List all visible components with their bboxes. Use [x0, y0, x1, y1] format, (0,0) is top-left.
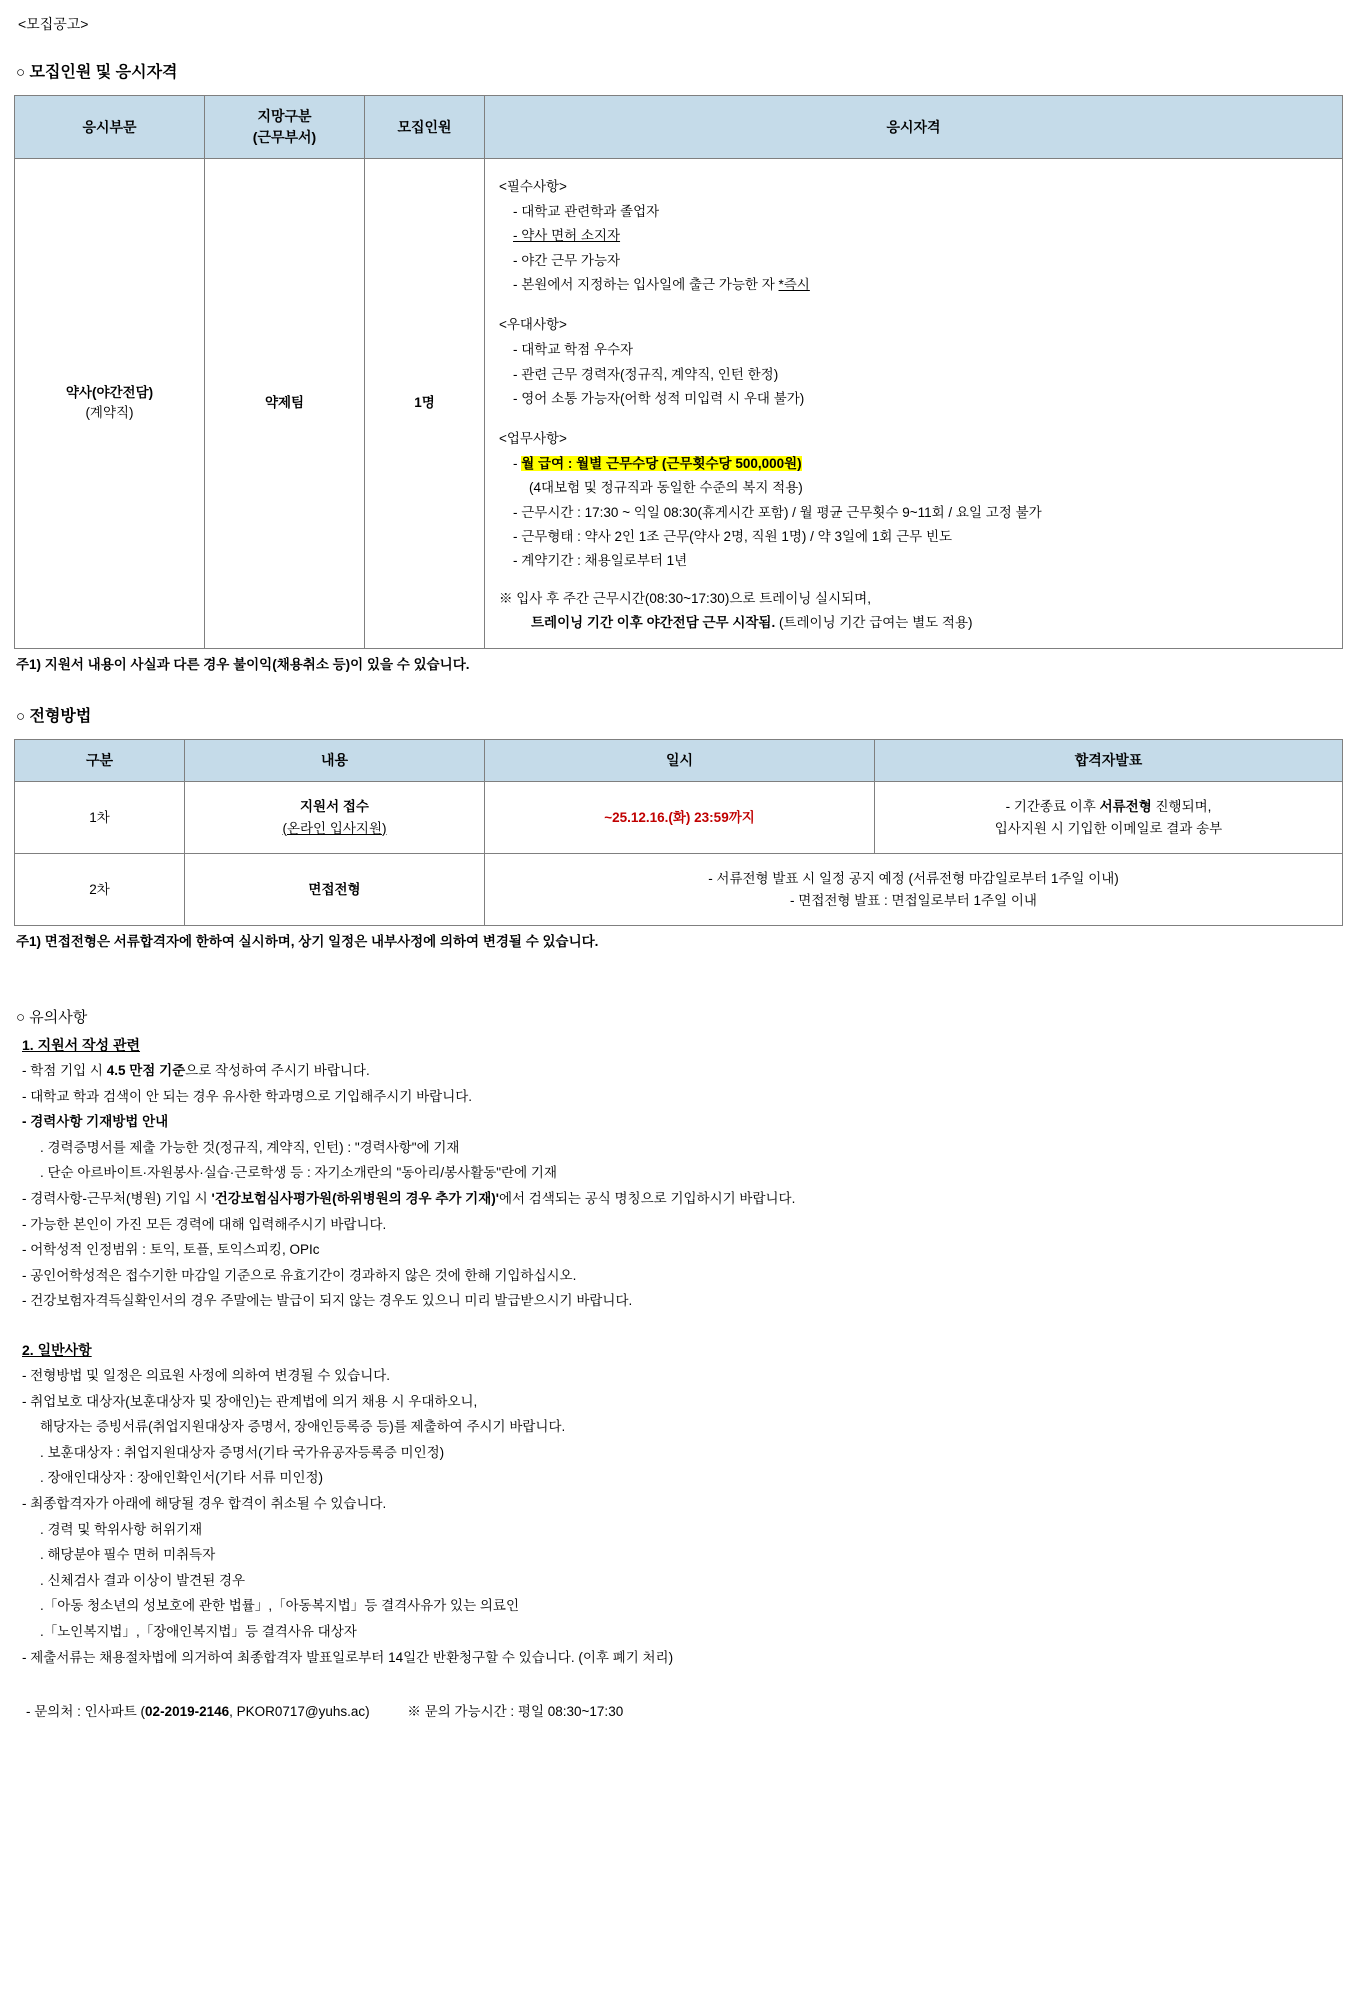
bullet-circle-icon: ○	[16, 707, 26, 725]
section2-title: 전형방법	[29, 707, 92, 725]
list-item: - 영어 소통 가능자(어학 성적 미입력 시 우대 불가)	[513, 390, 805, 406]
cell-department: 약제팀	[205, 159, 365, 649]
item-text-bold: 경력사항 기재방법 안내	[30, 1114, 169, 1130]
section3-title: 유의사항	[29, 1008, 88, 1026]
list-item: - 공인어학성적은 접수기한 마감일 기준으로 유효기간이 경과하지 않은 것에 한해 기입하십시오.	[22, 1267, 577, 1283]
contact-email: , PKOR0717@yuhs.ac)	[229, 1704, 370, 1720]
list-item	[513, 273, 1332, 296]
position-type: (계약직)	[85, 405, 134, 421]
item-text-after: 에서 검색되는 공식 명칭으로 기입하시기 바랍니다.	[498, 1191, 796, 1207]
required-item-license: - 약사 면허 소지자	[513, 228, 621, 244]
training-note-rest: (트레이닝 기간 급여는 별도 적용)	[775, 614, 973, 630]
table-header-row	[15, 96, 1343, 159]
content-1-title: 지원서 접수	[300, 798, 369, 814]
list-item: . 단순 아르바이트·자원봉사·실습·근로학생 등 : 자기소개란의 "동아리/봉사활동"란에 기재	[40, 1165, 558, 1181]
announcement-1-bold: 서류전형	[1099, 798, 1152, 814]
list-item: . 장애인대상자 : 장애인확인서(기타 서류 미인정)	[40, 1470, 324, 1486]
list-item: - 취업보호 대상자(보훈대상자 및 장애인)는 관계법에 의거 채용 시 우대하오니,	[22, 1393, 478, 1409]
section-heading-recruitment	[16, 61, 1343, 85]
bullet-circle-icon: ○	[16, 64, 26, 81]
item-text-bold: '건강보험심사평가원(하위병원의 경우 추가 기재)'	[211, 1191, 499, 1207]
list-item: - 근무시간 : 17:30 ~ 익일 08:30(휴게시간 포함) / 월 평균 근무횟수 9~11회 / 요일 고정 불가	[513, 504, 1042, 520]
contact-phone: 02-2019-2146	[145, 1704, 230, 1720]
th-department	[205, 96, 365, 159]
content-1-sub: (온라인 입사지원)	[282, 820, 387, 836]
contact-prefix: - 문의처 : 인사파트 (	[26, 1704, 146, 1720]
list-item: . 경력증명서를 제출 가능한 것(정규직, 계약직, 인턴) : "경력사항"에 기재	[40, 1139, 460, 1155]
th-count: 모집인원	[365, 96, 485, 159]
recruitment-table	[14, 95, 1343, 649]
list-item: - 대학교 학과 검색이 안 되는 경우 유사한 학과명으로 기입해주시기 바랍니다.	[22, 1088, 473, 1104]
list-item: - 야간 근무 가능자	[513, 252, 621, 268]
announcement-1-line2: 입사지원 시 기입한 이메일로 결과 송부	[994, 820, 1223, 836]
required-item-startdate: - 본원에서 지정하는 입사일에 출근 가능한 자	[513, 276, 775, 292]
th-content: 내용	[185, 739, 485, 781]
list-item: 해당자는 증빙서류(취업지원대상자 증명서, 장애인등록증 등)를 제출하여 주시기 바랍니다.	[40, 1419, 566, 1435]
list-item: - 제출서류는 채용절차법에 의거하여 최종합격자 발표일로부터 14일간 반환청구할 수 있습니다. (이후 폐기 처리)	[22, 1649, 674, 1665]
required-title: <필수사항>	[499, 179, 567, 194]
list-item: . 해당분야 필수 면허 미취득자	[40, 1547, 216, 1563]
list-item	[513, 224, 1332, 247]
cell-content-1	[185, 781, 485, 853]
list-item: .「아동 청소년의 성보호에 관한 법률」,「아동복지법」등 결격사유가 있는 의료인	[40, 1598, 519, 1614]
cell-content-2: 면접전형	[185, 854, 485, 926]
list-item: - 어학성적 인정범위 : 토익, 토플, 토익스피킹, OPIc	[22, 1242, 320, 1258]
list-item: . 보훈대상자 : 취업지원대상자 증명서(기타 국가유공자등록증 미인정)	[40, 1444, 445, 1460]
salary-dash: -	[513, 456, 522, 472]
cell-announcement-1	[875, 781, 1343, 853]
spacer	[499, 297, 1332, 311]
list-item-salary	[513, 452, 1332, 475]
announcement-1-line1	[883, 796, 1334, 818]
list-item	[22, 1188, 1343, 1210]
th-announcement: 합격자발표	[875, 739, 1343, 781]
item-text-before: - 학점 기입 시	[22, 1063, 107, 1079]
notice-group1-list	[22, 1060, 1343, 1312]
th-date: 일시	[485, 739, 875, 781]
table-header-row	[15, 739, 1343, 781]
cell-merged-2	[485, 854, 1343, 926]
spacer	[499, 411, 1332, 425]
th-qualification: 응시자격	[485, 96, 1343, 159]
cell-position	[15, 159, 205, 649]
list-item: - 대학교 학점 우수자	[513, 342, 634, 358]
merged-line1: - 서류전형 발표 시 일정 공지 예정 (서류전형 마감일로부터 1주일 이내)	[708, 871, 1119, 887]
item-text-before: - 경력사항-근무처(병원) 기입 시	[22, 1191, 212, 1207]
training-note-bold: 트레이닝 기간 이후 야간전담 근무 시작됨.	[531, 614, 776, 630]
required-list	[499, 200, 1332, 296]
announcement-1-suffix: 진행되며,	[1151, 798, 1212, 814]
table-row	[15, 854, 1343, 926]
list-item: . 신체검사 결과 이상이 발견된 경우	[40, 1572, 246, 1588]
spacer	[499, 573, 1332, 587]
bullet-circle-icon: ○	[16, 1008, 26, 1026]
item-text-bold: 4.5 만점 기준	[106, 1063, 186, 1079]
list-item: .「노인복지법」,「장애인복지법」등 결격사유 대상자	[40, 1623, 357, 1639]
list-item: - 근무형태 : 약사 2인 1조 근무(약사 2명, 직원 1명) / 약 3일에 1회 근무 빈도	[513, 528, 953, 544]
section2-footnote: 주1) 면접전형은 서류합격자에 한하여 실시하며, 상기 일정은 내부사정에 의하여 변경될 수 있습니다.	[16, 934, 599, 950]
merged-line2: - 면접전형 발표 : 면접일로부터 1주일 이내	[790, 892, 1037, 908]
list-item: - 관련 근무 경력자(정규직, 계약직, 인턴 한정)	[513, 366, 779, 382]
preferred-list	[499, 338, 1332, 410]
cell-qualification	[485, 159, 1343, 649]
section-heading-process	[16, 705, 1343, 729]
notice-group1-title: 1. 지원서 작성 관련	[22, 1037, 141, 1054]
salary-highlight: 월 급여 : 월별 근무수당 (근무횟수당 500,000원)	[521, 456, 802, 472]
cell-count: 1명	[365, 159, 485, 649]
announcement-1-prefix: - 기간종료 이후	[1005, 798, 1100, 814]
th-department-line1: 지망구분	[257, 108, 312, 124]
list-item: - 대학교 관련학과 졸업자	[513, 204, 660, 220]
cell-step-1: 1차	[15, 781, 185, 853]
list-item: . 경력 및 학위사항 허위기재	[40, 1521, 203, 1537]
notice-group2-title: 2. 일반사항	[22, 1342, 92, 1359]
th-position: 응시부문	[15, 96, 205, 159]
process-table	[14, 739, 1343, 926]
list-item: - 계약기간 : 채용일로부터 1년	[513, 553, 688, 569]
work-title: <업무사항>	[499, 430, 567, 446]
section1-title: 모집인원 및 응시자격	[29, 64, 178, 81]
required-item-startdate-note: *즉시	[778, 276, 810, 292]
training-note-line1: ※ 입사 후 주간 근무시간(08:30~17:30)으로 트레이닝 실시되며,	[499, 591, 871, 607]
list-item	[22, 1060, 1343, 1082]
table-row	[15, 159, 1343, 649]
th-step: 구분	[15, 739, 185, 781]
salary-sub-text: (4대보험 및 정규직과 동일한 수준의 복지 적용)	[529, 480, 803, 496]
cell-date-1: ~25.12.16.(화) 23:59까지	[485, 781, 875, 853]
item-text-before: -	[22, 1114, 31, 1130]
section1-footnote: 주1) 지원서 내용이 사실과 다른 경우 불이익(채용취소 등)이 있을 수 있습니다.	[16, 656, 470, 672]
spacer	[14, 1316, 1343, 1336]
list-item: - 가능한 본인이 가진 모든 경력에 대해 입력해주시기 바랍니다.	[22, 1216, 387, 1232]
contact-hours: ※ 문의 가능시간 : 평일 08:30~17:30	[407, 1704, 624, 1720]
training-note-line2	[499, 611, 1332, 634]
table-row	[15, 781, 1343, 853]
list-item: - 건강보험자격득실확인서의 경우 주말에는 발급이 되지 않는 경우도 있으니 미리 발급받으시기 바랍니다.	[22, 1293, 633, 1309]
position-name: 약사(야간전담)	[65, 385, 154, 401]
list-item: - 최종합격자가 아래에 해당될 경우 합격이 취소될 수 있습니다.	[22, 1496, 387, 1511]
work-list	[499, 452, 1332, 572]
preferred-title: <우대사항>	[499, 317, 567, 333]
contact-line	[26, 1702, 1343, 1722]
notice-section	[14, 1007, 1343, 1723]
notice-group2-list	[22, 1365, 1343, 1668]
list-item	[22, 1111, 1343, 1133]
th-department-line2: (근무부서)	[252, 129, 317, 145]
item-text-after: 으로 작성하여 주시기 바랍니다.	[185, 1063, 370, 1079]
cell-step-2: 2차	[15, 854, 185, 926]
list-item-salary-sub	[513, 476, 1332, 499]
document-title: <모집공고>	[18, 16, 89, 32]
section-heading-notice	[16, 1007, 1343, 1030]
list-item: - 전형방법 및 일정은 의료원 사정에 의하여 변경될 수 있습니다.	[22, 1368, 391, 1384]
